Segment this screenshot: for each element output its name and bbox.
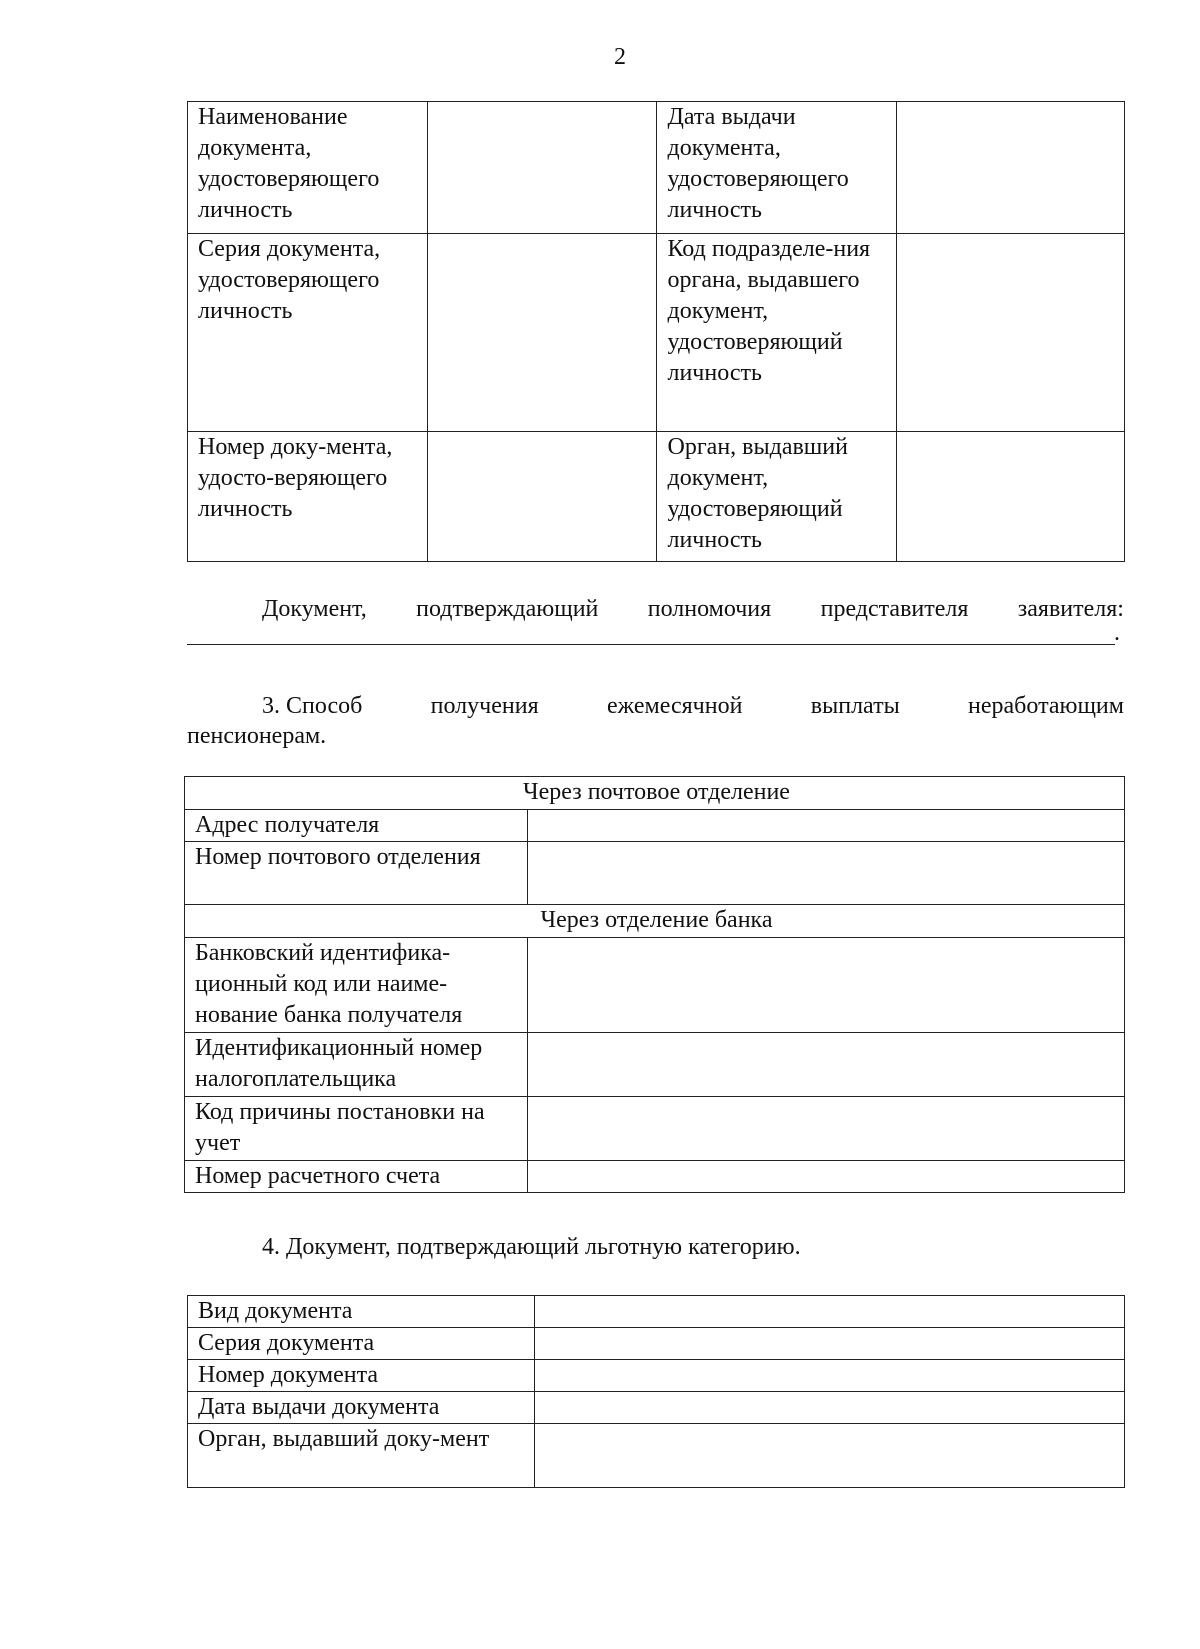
rep-word: представителя (820, 596, 969, 622)
field-doc-issue-date[interactable] (897, 102, 1125, 234)
label-benefit-doc-series: Серия документа (188, 1328, 535, 1360)
table-row (185, 777, 1125, 810)
table-row (188, 1360, 1125, 1392)
field-post-office-number[interactable] (527, 842, 1124, 905)
table-row (188, 102, 1125, 234)
rep-word: заявителя: (1017, 596, 1124, 622)
field-account-number[interactable] (527, 1161, 1124, 1193)
heading-word: 3. Способ (262, 693, 363, 719)
heading-word: выплаты (810, 693, 900, 719)
label-issuing-authority: Орган, выдавший документ, удостоверяющий личность (657, 432, 897, 562)
section4-heading: 4. Документ, подтверждающий льготную категорию. (262, 1234, 801, 1260)
field-doc-series[interactable] (427, 234, 657, 432)
table-row (185, 810, 1125, 842)
label-doc-type: Вид документа (188, 1296, 535, 1328)
page-number: 2 (614, 44, 626, 70)
label-benefit-doc-date: Дата выдачи документа (188, 1392, 535, 1424)
line-end-period: . (1114, 620, 1120, 646)
payment-method-table (184, 776, 1125, 1193)
label-doc-issue-date: Дата выдачи документа, удостоверяющего личность (657, 102, 897, 234)
table-row (188, 1296, 1125, 1328)
table-row (185, 1033, 1125, 1097)
table-row (185, 905, 1125, 938)
heading-word: получения (430, 693, 539, 719)
field-doc-name[interactable] (427, 102, 657, 234)
field-issuing-authority[interactable] (897, 432, 1125, 562)
post-office-header: Через почтовое отделение (185, 777, 1125, 810)
label-kpp: Код причины постановки на учет (185, 1097, 528, 1161)
section3-heading-cont: пенсионерам. (187, 723, 327, 749)
table-row (188, 1392, 1125, 1424)
field-benefit-doc-authority[interactable] (534, 1424, 1124, 1488)
label-bank-bic: Банковский идентифика-ционный код или наиме-нование банка получателя (185, 938, 528, 1033)
heading-word: ежемесячной (606, 693, 743, 719)
label-inn: Идентификационный номер налогоплательщика (185, 1033, 528, 1097)
label-recipient-address: Адрес получателя (185, 810, 528, 842)
identity-document-table (187, 101, 1125, 562)
section3-heading (262, 690, 1124, 722)
field-subdivision-code[interactable] (897, 234, 1125, 432)
label-doc-series: Серия документа, удостоверяющего личность (188, 234, 428, 432)
benefit-document-table (187, 1295, 1125, 1488)
label-benefit-doc-number: Номер документа (188, 1360, 535, 1392)
representative-doc-field[interactable] (187, 644, 1115, 645)
table-row (185, 842, 1125, 905)
table-row (188, 234, 1125, 432)
field-recipient-address[interactable] (527, 810, 1124, 842)
field-bank-bic[interactable] (527, 938, 1124, 1033)
label-account-number: Номер расчетного счета (185, 1161, 528, 1193)
table-row (185, 1161, 1125, 1193)
bank-header: Через отделение банка (185, 905, 1125, 938)
field-doc-type[interactable] (534, 1296, 1124, 1328)
table-row (188, 1424, 1125, 1488)
field-benefit-doc-number[interactable] (534, 1360, 1124, 1392)
field-kpp[interactable] (527, 1097, 1124, 1161)
field-doc-number[interactable] (427, 432, 657, 562)
rep-word: полномочия (647, 596, 772, 622)
label-doc-number: Номер доку-мента, удосто-веряющего личность (188, 432, 428, 562)
field-benefit-doc-series[interactable] (534, 1328, 1124, 1360)
rep-word: подтверждающий (416, 596, 599, 622)
label-doc-name: Наименование документа, удостоверяющего личность (188, 102, 428, 234)
rep-word: Документ, (262, 596, 367, 622)
table-row (188, 432, 1125, 562)
table-row (185, 1097, 1125, 1161)
label-subdivision-code: Код подразделе-ния органа, выдавшего документ, удостоверяющий личность (657, 234, 897, 432)
table-row (188, 1328, 1125, 1360)
table-row (185, 938, 1125, 1033)
field-inn[interactable] (527, 1033, 1124, 1097)
label-post-office-number: Номер почтового отделения (185, 842, 528, 905)
field-benefit-doc-date[interactable] (534, 1392, 1124, 1424)
label-benefit-doc-authority: Орган, выдавший доку-мент (188, 1424, 535, 1488)
heading-word: неработающим (968, 693, 1124, 719)
representative-doc-label (262, 593, 1124, 625)
